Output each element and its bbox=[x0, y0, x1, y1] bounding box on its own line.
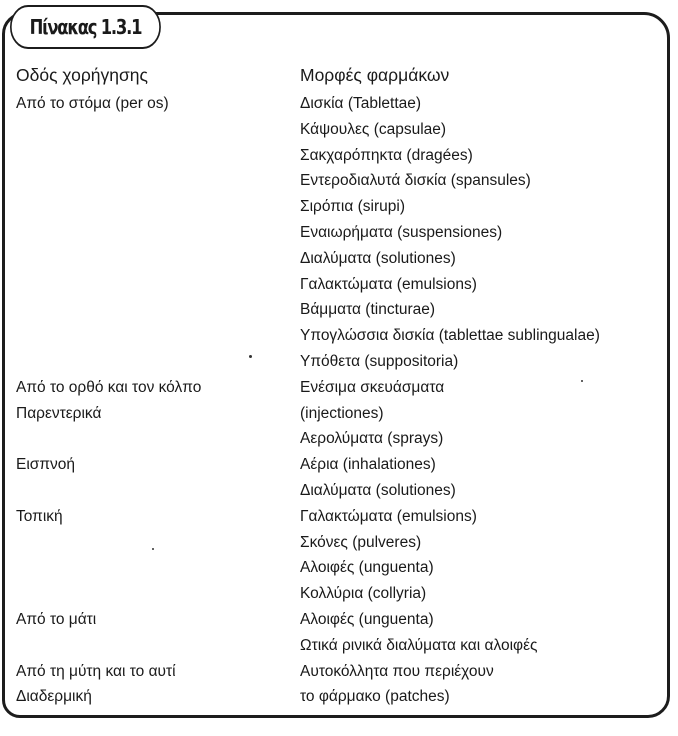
form-cell: Σκόνες (pulveres) bbox=[300, 533, 422, 551]
route-cell bbox=[16, 323, 201, 349]
route-cell bbox=[16, 297, 201, 323]
forms-column bbox=[300, 91, 600, 710]
route-cell bbox=[16, 478, 201, 504]
forms-column-header: Μορφές φαρμάκων bbox=[300, 65, 450, 85]
scan-speck bbox=[581, 380, 583, 382]
form-cell: Βάμματα (tincturae) bbox=[300, 301, 436, 319]
route-cell bbox=[16, 349, 201, 375]
route-cell bbox=[16, 710, 201, 736]
route-cell: Παρεντερικά bbox=[16, 404, 102, 422]
route-cell bbox=[16, 220, 201, 246]
table-label: Πίνακας 1.3.1 bbox=[10, 5, 161, 49]
route-cell: Από το στόμα (per os) bbox=[16, 95, 169, 112]
route-cell: Από τη μύτη και το αυτί bbox=[16, 662, 176, 680]
scan-speck bbox=[152, 548, 154, 550]
form-cell: Γαλακτώματα (emulsions) bbox=[300, 507, 477, 525]
route-cell bbox=[16, 633, 201, 659]
route-cell bbox=[16, 426, 201, 452]
form-cell: Σακχαρόπηκτα (dragées) bbox=[300, 146, 473, 164]
form-cell: το φάρμακο (patches) bbox=[300, 688, 450, 706]
form-cell: Υπόθετα (suppositoria) bbox=[300, 352, 459, 370]
form-cell: Αερολύματα (sprays) bbox=[300, 430, 444, 448]
form-cell: Διαλύματα (solutiones) bbox=[300, 249, 456, 267]
form-cell: Αυτοκόλλητα που περιέχουν bbox=[300, 662, 494, 680]
route-column-header: Οδός χορήγησης bbox=[16, 65, 148, 85]
route-cell bbox=[16, 117, 201, 143]
route-cell: Από το ορθό και τον κόλπο bbox=[16, 378, 202, 396]
route-cell bbox=[16, 581, 201, 607]
form-cell: Ενέσιμα σκευάσματα bbox=[300, 378, 445, 396]
route-cell bbox=[16, 555, 201, 581]
route-cell bbox=[16, 143, 201, 169]
route-cell: Από το μάτι bbox=[16, 610, 97, 628]
form-cell: Σιρόπια (sirupi) bbox=[300, 198, 406, 216]
form-cell: Κάψουλες (capsulae) bbox=[300, 120, 447, 138]
form-cell: Δισκία (Tablettae) bbox=[300, 95, 422, 112]
route-cell: Εισπνοή bbox=[16, 456, 76, 474]
route-cell bbox=[16, 194, 201, 220]
route-cell bbox=[16, 246, 201, 272]
scan-speck bbox=[249, 355, 252, 358]
form-cell: Διαλύματα (solutiones) bbox=[300, 481, 456, 499]
form-cell: Αέρια (inhalationes) bbox=[300, 456, 436, 474]
form-cell: Εντεροδιαλυτά δισκία (spansules) bbox=[300, 172, 531, 190]
form-cell: Αλοιφές (unguenta) bbox=[300, 559, 434, 577]
route-cell bbox=[16, 272, 201, 298]
route-cell: Διαδερμική bbox=[16, 688, 92, 706]
form-cell: Αλοιφές (unguenta) bbox=[300, 610, 434, 628]
route-cell bbox=[16, 168, 201, 194]
form-cell: Γαλακτώματα (emulsions) bbox=[300, 275, 477, 293]
form-cell: Υπογλώσσια δισκία (tablettae sublingualae) bbox=[300, 327, 600, 345]
form-cell: (injectiones) bbox=[300, 404, 384, 422]
form-cell: Εναιωρήματα (suspensiones) bbox=[300, 223, 503, 241]
route-cell bbox=[16, 530, 201, 556]
form-cell: Κολλύρια (collyria) bbox=[300, 585, 427, 603]
form-cell: Ωτικά ρινικά διαλύματα και αλοιφές bbox=[300, 636, 538, 654]
route-cell: Τοπική bbox=[16, 507, 63, 525]
routes-column bbox=[16, 91, 201, 736]
